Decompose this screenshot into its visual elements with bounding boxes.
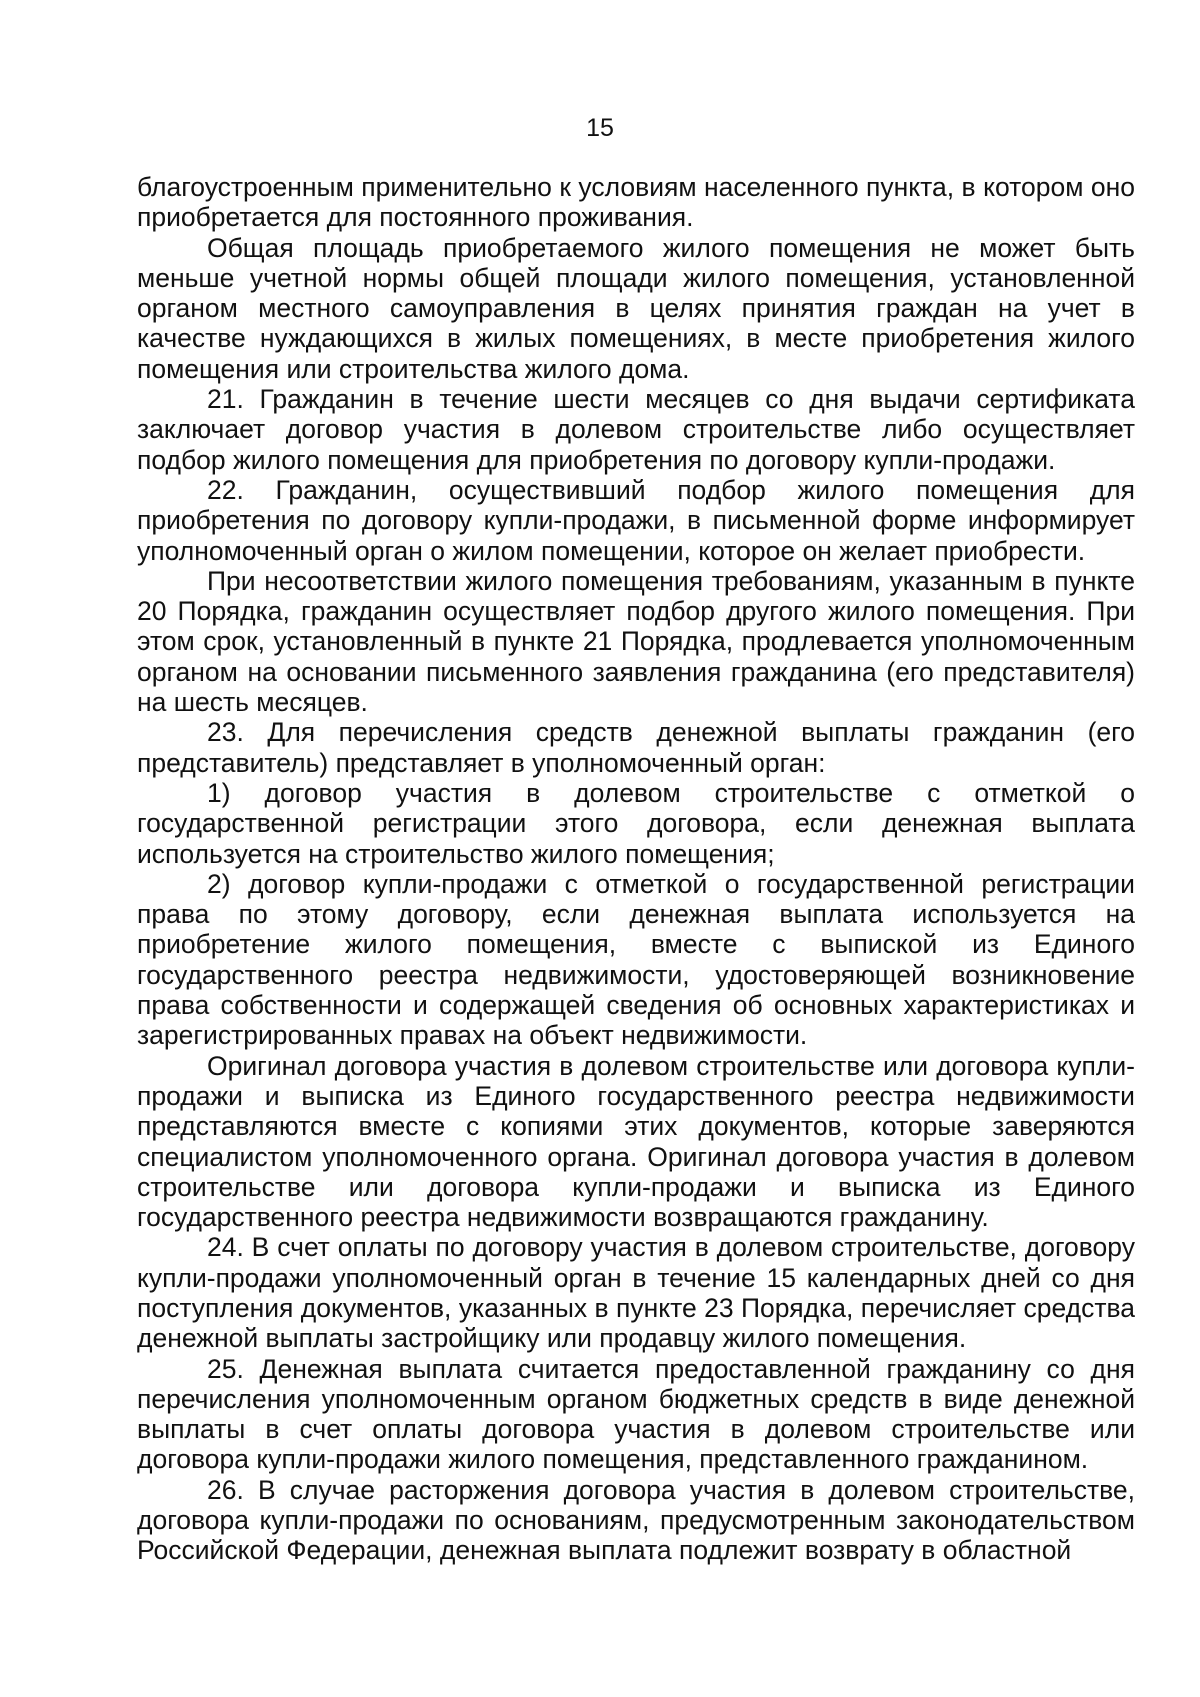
page-number: 15 [586, 114, 614, 142]
paragraph: При несоответствии жилого помещения требованиям, указанным в пункте 20 Порядка, гражданин осуществляет подбор другого жилого помещения. При этом срок, установленный в пункте 21 Порядка, продлевается уполномоченным органом на основании письменного заявления гражданина (его представителя) на шесть месяцев. [137, 565, 1135, 718]
paragraph: Оригинал договора участия в долевом строительстве или договора купли-продажи и выписка из Единого государственного реестра недвижимости представляются вместе с копиями этих документов, которые заверяются специалистом уполномоченного органа. Оригинал договора участия в долевом строительстве или договора купли-продажи и выписка из Единого государственного реестра недвижимости возвращаются гражданину. [137, 1050, 1135, 1233]
paragraph: 22. Гражданин, осуществивший подбор жилого помещения для приобретения по договору купли-продажи, в письменной форме информирует уполномоченный орган о жилом помещении, которое он желает приобрести. [137, 474, 1135, 566]
paragraph: 26. В случае расторжения договора участия в долевом строительстве, договора купли-продажи по основаниям, предусмотренным законодательством Российской Федерации, денежная выплата подлежит возврату в областной [137, 1474, 1135, 1566]
paragraph: 24. В счет оплаты по договору участия в долевом строительстве, договору купли-продажи уполномоченный орган в течение 15 календарных дней со дня поступления документов, указанных в пункте 23 Порядка, перечисляет средства денежной выплаты застройщику или продавцу жилого помещения. [137, 1232, 1135, 1354]
paragraph: Общая площадь приобретаемого жилого помещения не может быть меньше учетной нормы общей площади жилого помещения, установленной органом местного самоуправления в целях принятия граждан на учет в качестве нуждающихся в жилых помещениях, в месте приобретения жилого помещения или строительства жилого дома. [137, 232, 1135, 384]
paragraph: 23. Для перечисления средств денежной выплаты гражданин (его представитель) представляет в уполномоченный орган: [137, 717, 1135, 778]
paragraph: 1) договор участия в долевом строительстве с отметкой о государственной регистрации этого договора, если денежная выплата используется на строительство жилого помещения; [137, 777, 1135, 869]
paragraph: 2) договор купли-продажи с отметкой о государственной регистрации права по этому договору, если денежная выплата используется на приобретение жилого помещения, вместе с выпиской из Единого государственного реестра недвижимости, удостоверяющей возникновение права собственности и содержащей сведения об основных характеристиках и зарегистрированных правах на объект недвижимости. [137, 868, 1135, 1051]
paragraph: 25. Денежная выплата считается предоставленной гражданину со дня перечисления уполномоченным органом бюджетных средств в виде денежной выплаты в счет оплаты договора участия в долевом строительстве или договора купли-продажи жилого помещения, представленного гражданином. [137, 1353, 1135, 1475]
paragraph: 21. Гражданин в течение шести месяцев со дня выдачи сертификата заключает договор участия в долевом строительстве либо осуществляет подбор жилого помещения для приобретения по договору купли-продажи. [137, 384, 1135, 475]
paragraph: благоустроенным применительно к условиям населенного пункта, в котором оно приобретается для постоянного проживания. [137, 172, 1135, 233]
document-body [137, 172, 1135, 1566]
